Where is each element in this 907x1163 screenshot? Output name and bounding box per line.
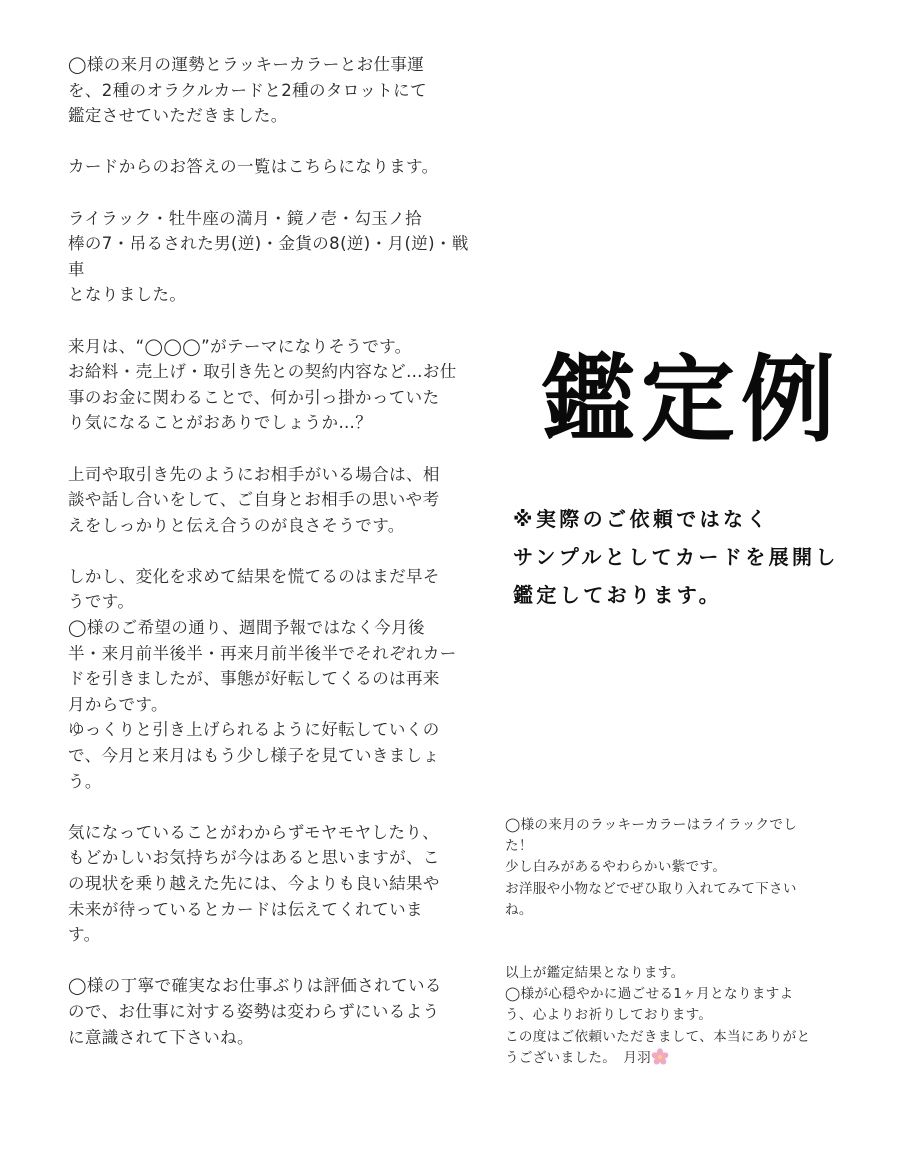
paragraph-intro: ◯様の来月の運勢とラッキーカラーとお仕事運 を、2種のオラクルカードと2種のタロットにて 鑑定させていただきました。	[68, 55, 427, 126]
paragraph-lucky-color: ◯様の来月のラッキーカラーはライラックでし た！ 少し白みがあるやわらかい紫です。 お洋服や小物などでぜひ取り入れてみて下さい ね。	[505, 817, 798, 918]
paragraph-card-list: ライラック・牡牛座の満月・鏡ノ壱・勾玉ノ拾 棒の7・吊るされた男(逆)・金貨の8(逆)・月(逆)・戦 車 となりました。	[68, 208, 469, 305]
sample-notice: ※実際のご依頼ではなく サンプルとしてカードを展開し 鑑定しております。	[513, 507, 839, 607]
spacer	[505, 921, 865, 963]
paragraph-card-list-intro: カードからのお答えの一覧はこちらになります。	[68, 157, 439, 177]
paragraph-work-attitude: ◯様の丁寧で確実なお仕事ぶりは評価されている ので、お仕事に対する姿勢は変わらずにいるよう に意識されて下さいね。	[68, 976, 442, 1047]
paragraph-closing: 以上が鑑定結果となります。 ◯様が心穏やかに過ごせる1ヶ月となりますよ う、心よりお祈りしております。 この度はご依頼いただきまして、本当にありがと うございました。 月羽	[505, 963, 865, 1069]
cherry-blossom-icon	[651, 1048, 669, 1066]
signature-text: うございました。 月羽	[505, 1049, 652, 1066]
reading-body	[68, 52, 468, 1050]
paragraph-advice-communication: 上司や取引き先のようにお相手がいる場合は、相 談や話し合いをして、ご自身とお相手の思いや考 えをしっかりと伝え合うのが良さそうです。	[68, 464, 440, 535]
paragraph-theme: 来月は、“◯◯◯”がテーマになりそうです。 お給料・売上げ・取引き先との契約内容など…お仕 事のお金に関わることで、何か引っ掛かっていた り気になることがおありでしょうか…？	[68, 336, 457, 433]
signature-line	[505, 1048, 865, 1069]
paragraph-timing: しかし、変化を求めて結果を慌てるのはまだ早そ うです。 ◯様のご希望の通り、週間予報ではなく今月後 半・来月前半後半・再来月前半後半でそれぞれカー ドを引きましたが、事態が好転してくるのは再来 月からです。 ゆっくりと引き上げられるように好転していくの で、今月と来月はもう少し様子を見ていきましょ う。	[68, 566, 457, 791]
page-title: 鑑定例	[541, 345, 842, 455]
lucky-color-and-closing	[505, 815, 865, 1069]
paragraph-encouragement: 気になっていることがわからずモヤモヤしたり、 もどかしいお気持ちが今はあると思いますが、こ の現状を乗り越えた先には、今よりも良い結果や 未来が待っているとカードは伝えてくれていま す。	[68, 822, 440, 945]
